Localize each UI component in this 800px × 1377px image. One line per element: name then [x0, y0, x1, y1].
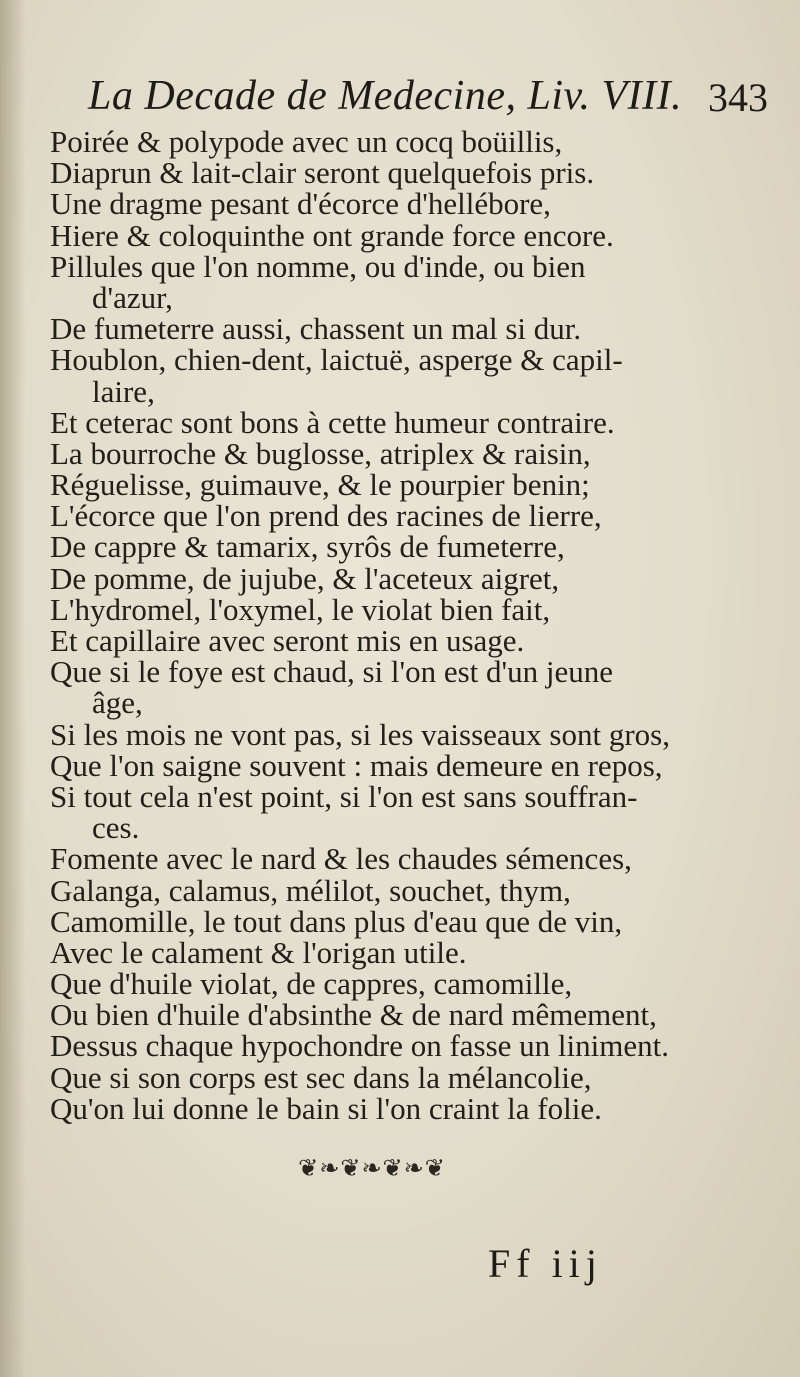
printers-ornament: ❦❧❦❧❦❧❦ [298, 1154, 446, 1182]
verse-line: Ou bien d'huile d'absinthe & de nard mêmement, [50, 997, 657, 1033]
page-header [88, 72, 768, 132]
page-number: 343 [708, 75, 768, 120]
running-title: La Decade de Medecine, Liv. VIII. [88, 73, 683, 119]
verse-line: Que si le foye est chaud, si l'on est d'un jeune [50, 654, 614, 690]
verse-line: L'hydromel, l'oxymel, le violat bien fait, [50, 591, 551, 627]
verse-line: Si les mois ne vont pas, si les vaisseaux sont gros, [50, 716, 670, 752]
binding-shadow [0, 0, 26, 1377]
verse-line: Galanga, calamus, mélilot, souchet, thym, [50, 872, 571, 908]
signature-mark: Ff iij [488, 1241, 603, 1286]
verse-line: Réguelisse, guimauve, & le pourpier benin; [50, 467, 590, 503]
verse-line: De pomme, de jujube, & l'aceteux aigret, [50, 560, 560, 596]
verse-line: Avec le calament & l'origan utile. [50, 934, 467, 970]
verse-line: De cappre & tamarix, syrôs de fumeterre, [50, 529, 565, 565]
verse-line: Dessus chaque hypochondre on fasse un liniment. [50, 1028, 670, 1064]
verse-line: Si tout cela n'est point, si l'on est sans souffran- [50, 778, 638, 814]
verse-line: Que d'huile violat, de cappres, camomille, [50, 966, 573, 1002]
verse-line: Pillules que l'on nomme, ou d'inde, ou bien [50, 248, 586, 284]
verse-line-continuation: laire, [92, 373, 155, 409]
verse-line-continuation: ces. [92, 810, 140, 846]
verse-line-continuation: d'azur, [92, 279, 173, 315]
verse-line: Qu'on lui donne le bain si l'on craint la folie. [50, 1090, 602, 1126]
verse-line: Et capillaire avec seront mis en usage. [50, 623, 525, 658]
verse-line: Hiere & coloquinthe ont grande force encore. [50, 217, 614, 253]
verse-line: Houblon, chien-dent, laictuë, asperge & capil- [50, 342, 623, 378]
verse-line: De fumeterre aussi, chassent un mal si dur. [50, 311, 582, 347]
verse-line: Diaprun & lait-clair seront quelquefois pris. [50, 155, 595, 191]
verse-line: Fomente avec le nard & les chaudes sémences, [50, 841, 632, 877]
verse-line: Camomille, le tout dans plus d'eau que de vin, [50, 903, 623, 939]
verse-line: Que si son corps est sec dans la mélancolie, [50, 1059, 592, 1095]
verse-line: Poirée & polypode avec un cocq boüillis, [50, 124, 563, 159]
verse-block [50, 126, 750, 1124]
verse-line: L'écorce que l'on prend des racines de lierre, [50, 498, 602, 534]
verse-line: Une dragme pesant d'écorce d'hellébore, [50, 186, 551, 222]
verse-line: Et ceterac sont bons à cette humeur contraire. [50, 404, 615, 440]
verse-line: Que l'on saigne souvent : mais demeure en repos, [50, 747, 663, 783]
verse-line: La bourroche & buglosse, atriplex & raisin, [50, 435, 591, 471]
verse-line-continuation: âge, [92, 685, 143, 721]
